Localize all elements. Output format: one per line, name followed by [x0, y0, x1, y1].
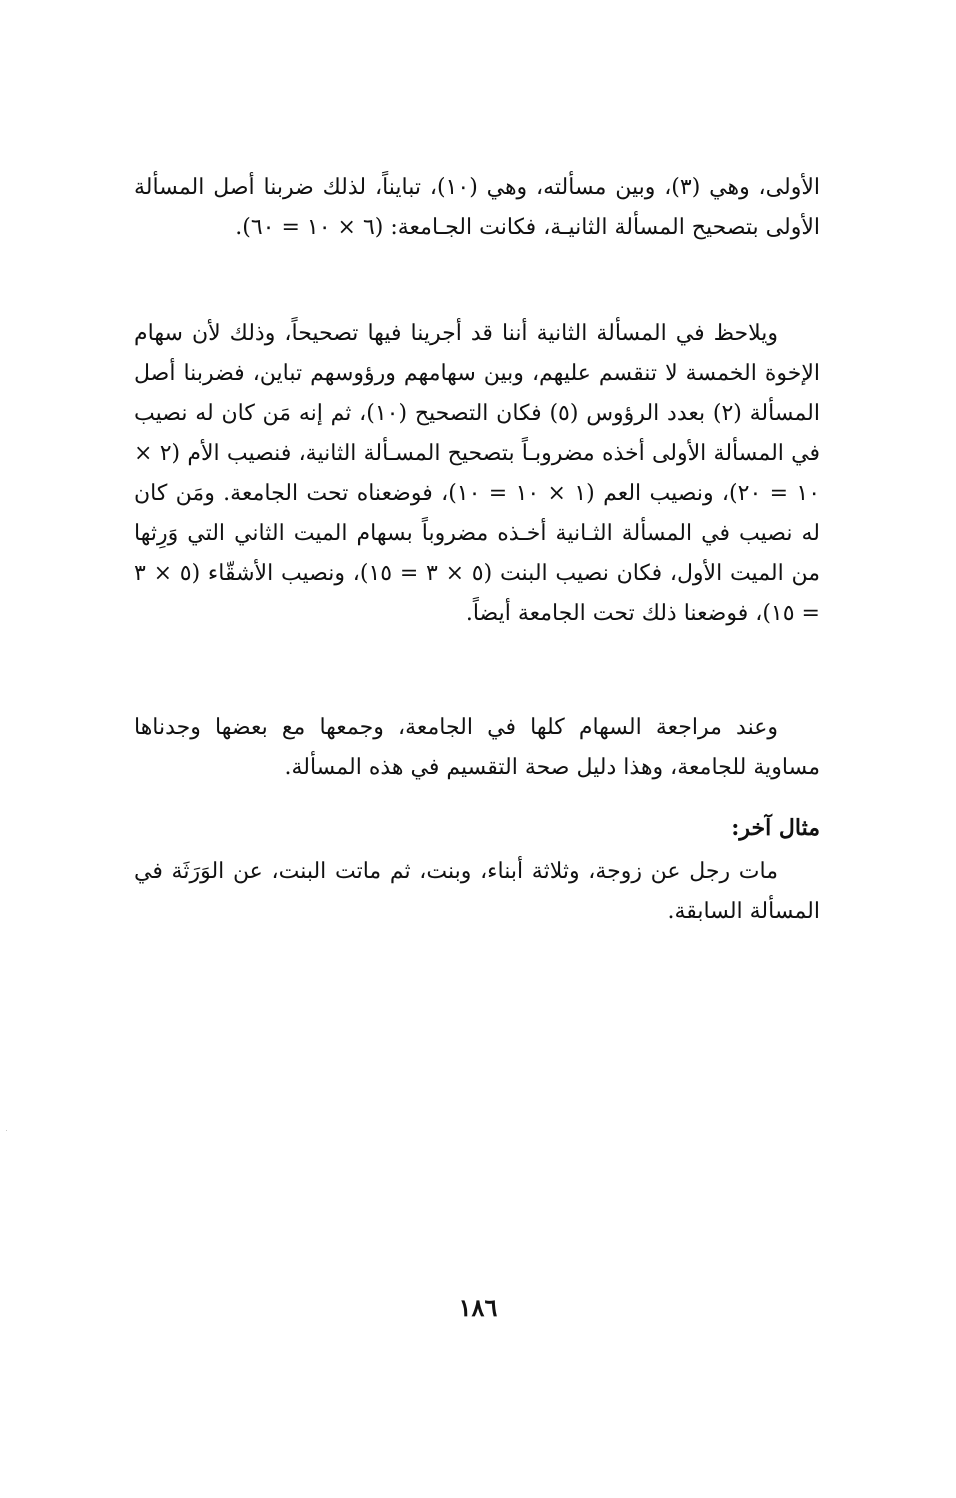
paragraph-3: وعند مراجعة السهام كلها في الجامعة، وجمعها مع بعضها وجدناها مساوية للجامعة، وهذا دليل صحة التقسيم في هذه المسألة. [134, 715, 820, 780]
margin-dot [6, 1130, 7, 1131]
paragraph-2: ويلاحظ في المسألة الثانية أننا قد أجرينا فيها تصحيحاً، وذلك لأن سهام الإخوة الخمسة لا تنقسم عليهم، وبين سهامهم ورؤوسهم تباين، فضربنا أصل المسألة (٢) بعدد الرؤوس (٥) فكان التصحيح (١٠)، ثم إنه مَن كان له نصيب في المسألة الأولى أخذه مضروبـاً بتصحيح المسـألة الثانية، فنصيب الأم (٢ × ١٠ = ٢٠)، ونصيب العم (١ × ١٠ = ١٠)، فوضعناه تحت الجامعة. ومَن كان له نصيب في المسألة الثـانية أخـذه مضروباً بسهام الميت الثاني التي وَرِثها من الميت الأول، فكان نصيب البنت (٥ × ٣ = ١٥)، ونصيب الأشقّاء (٥ × ٣ = ١٥)، فوضعنا ذلك تحت الجامعة أيضاً. [134, 321, 821, 626]
page-number: ١٨٦ [458, 1293, 498, 1322]
example-paragraph: مات رجل عن زوجة، وثلاثة أبناء، وبنت، ثم ماتت البنت، عن الوَرَثَة في المسألة السابقة. [134, 859, 820, 924]
paragraph-1: الأولى، وهي (٣)، وبين مسألته، وهي (١٠)، تبايناً، لذلك ضربنا أصل المسألة الأولى بتصحيح المسألة الثانيـة، فكانت الجـامعة: (٦ × ١٠ = ٦٠). [134, 175, 820, 240]
example-heading: مثال آخر: [731, 815, 820, 841]
